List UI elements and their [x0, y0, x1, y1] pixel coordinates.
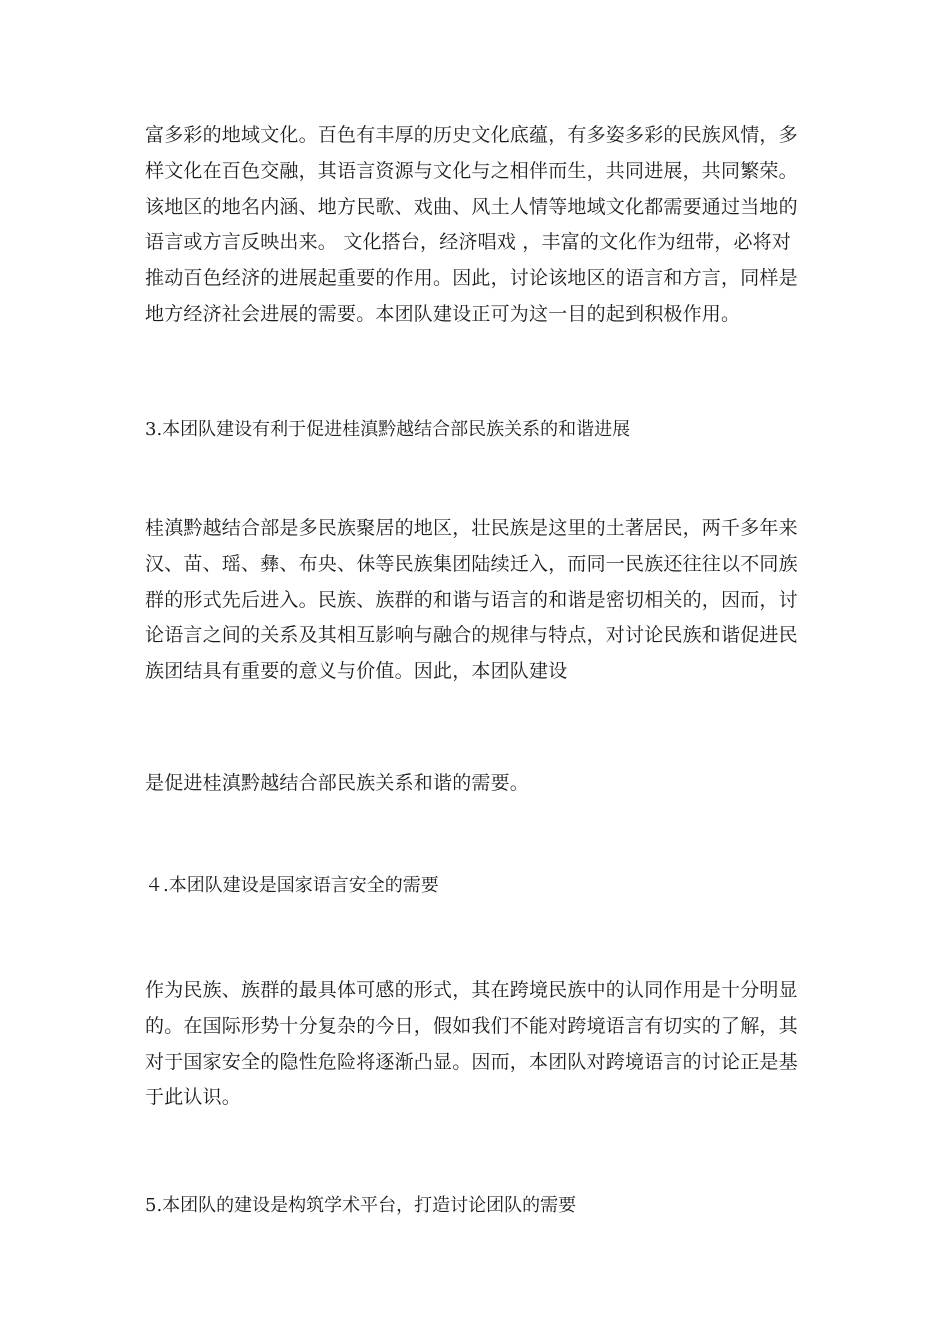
text-line: 群的形式先后进入。民族、族群的和谐与语言的和谐是密切相关的，因而，讨	[145, 588, 798, 611]
text-line: 族团结具有重要的意义与价值。因此，本团队建设	[145, 660, 568, 683]
text-line: 论语言之间的关系及其相互影响与融合的规律与特点，对讨论民族和谐促进民	[145, 624, 798, 647]
paragraph-continuation	[145, 766, 805, 802]
section-heading-4: ４.本团队建设是国家语言安全的需要	[145, 875, 439, 896]
text-line: 的。在国际形势十分复杂的今日，假如我们不能对跨境语言有切实的了解，其	[145, 1014, 798, 1037]
text-line: 样文化在百色交融，其语言资源与文化与之相伴而生，共同进展，共同繁荣。	[145, 159, 798, 182]
section-heading-3: 3.本团队建设有利于促进桂滇黔越结合部民族关系的和谐进展	[145, 419, 631, 440]
paragraph-regional-culture	[145, 118, 805, 333]
text-line: 汉、苗、瑶、彝、布央、佅等民族集团陆续迁入，而同一民族还往往以不同族	[145, 552, 798, 575]
text-line: 富多彩的地域文化。百色有丰厚的历史文化底蕴，有多姿多彩的民族风情，多	[145, 124, 798, 146]
text-line: 该地区的地名内涵、地方民歌、戏曲、风土人情等地域文化都需要通过当地的	[145, 195, 798, 218]
section-heading-5: 5.本团队的建设是构筑学术平台，打造讨论团队的需要	[145, 1195, 577, 1216]
text-line: 是促进桂滇黔越结合部民族关系和谐的需要。	[145, 772, 530, 794]
paragraph-language-security	[145, 973, 805, 1116]
text-line: 语言或方言反映出来。 文化搭台，经济唱戏 ，丰富的文化作为纽带，必将对	[145, 231, 792, 254]
text-line: 对于国家安全的隐性危险将逐渐凸显。因而，本团队对跨境语言的讨论正是基	[145, 1050, 798, 1073]
text-line: 地方经济社会进展的需要。本团队建设正可为这一目的起到积极作用。	[145, 302, 741, 325]
paragraph-ethnic-relations	[145, 511, 805, 690]
text-line: 桂滇黔越结合部是多民族聚居的地区，壮民族是这里的土著居民，两千多年来	[145, 517, 798, 539]
text-line: 于此认识。	[145, 1086, 242, 1109]
text-line: 推动百色经济的进展起重要的作用。因此，讨论该地区的语言和方言，同样是	[145, 267, 798, 290]
text-line: 作为民族、族群的最具体可感的形式，其在跨境民族中的认同作用是十分明显	[145, 979, 798, 1001]
